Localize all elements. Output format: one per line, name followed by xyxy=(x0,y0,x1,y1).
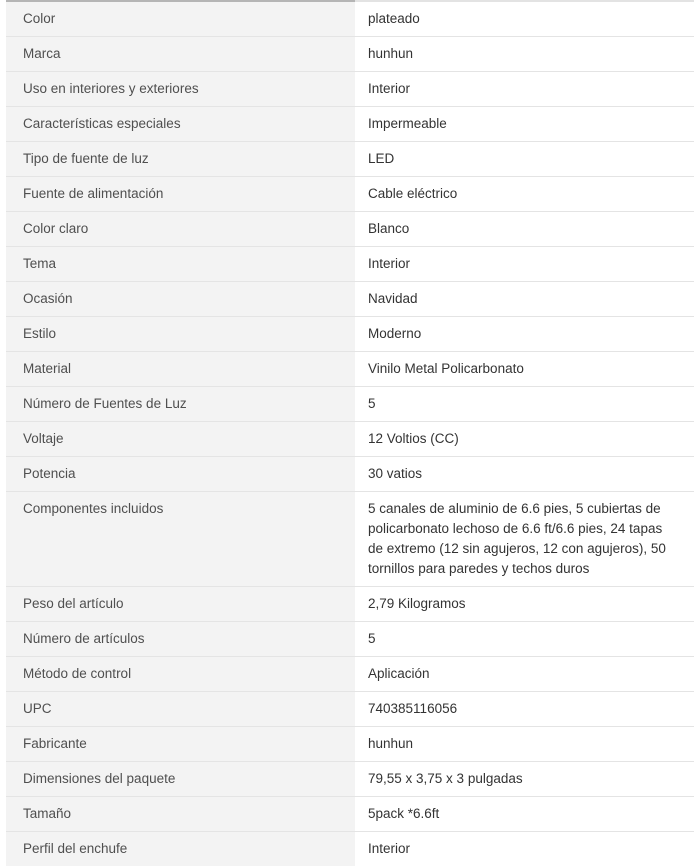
spec-label: Ocasión xyxy=(6,282,355,317)
spec-label: Estilo xyxy=(6,317,355,352)
spec-value: Impermeable xyxy=(355,107,694,142)
spec-table-row xyxy=(6,692,694,727)
spec-table-row xyxy=(6,72,694,107)
spec-value: 5 canales de aluminio de 6.6 pies, 5 cubiertas de policarbonato lechoso de 6.6 ft/6.6 pies, 24 tapas de extremo (12 sin agujeros, 12 con agujeros), 50 tornillos para paredes y techos duros xyxy=(355,492,694,587)
spec-table-row xyxy=(6,282,694,317)
spec-table-row xyxy=(6,587,694,622)
spec-table-row xyxy=(6,762,694,797)
spec-table-row xyxy=(6,797,694,832)
spec-label: Uso en interiores y exteriores xyxy=(6,72,355,107)
spec-label: Componentes incluidos xyxy=(6,492,355,587)
product-specs-section xyxy=(6,0,694,866)
spec-table-row xyxy=(6,457,694,492)
spec-table-row xyxy=(6,212,694,247)
spec-table-row xyxy=(6,727,694,762)
spec-table-row xyxy=(6,832,694,866)
spec-label: Método de control xyxy=(6,657,355,692)
spec-table-row xyxy=(6,422,694,457)
spec-value: Blanco xyxy=(355,212,694,247)
spec-value: Cable eléctrico xyxy=(355,177,694,212)
spec-value: 30 vatios xyxy=(355,457,694,492)
spec-value: 79,55 x 3,75 x 3 pulgadas xyxy=(355,762,694,797)
spec-label: Marca xyxy=(6,37,355,72)
spec-table-row xyxy=(6,142,694,177)
spec-value: Vinilo Metal Policarbonato xyxy=(355,352,694,387)
spec-label: UPC xyxy=(6,692,355,727)
spec-value: Interior xyxy=(355,247,694,282)
spec-value: 5 xyxy=(355,387,694,422)
spec-label: Peso del artículo xyxy=(6,587,355,622)
spec-value: 740385116056 xyxy=(355,692,694,727)
spec-label: Tema xyxy=(6,247,355,282)
spec-value: hunhun xyxy=(355,727,694,762)
spec-label: Características especiales xyxy=(6,107,355,142)
spec-value: Aplicación xyxy=(355,657,694,692)
spec-table-row xyxy=(6,492,694,587)
spec-table-row xyxy=(6,1,694,37)
spec-label: Número de artículos xyxy=(6,622,355,657)
spec-table-row xyxy=(6,247,694,282)
spec-label: Potencia xyxy=(6,457,355,492)
spec-value: LED xyxy=(355,142,694,177)
spec-value: plateado xyxy=(355,1,694,37)
spec-label: Número de Fuentes de Luz xyxy=(6,387,355,422)
spec-value: Interior xyxy=(355,832,694,866)
spec-label: Tipo de fuente de luz xyxy=(6,142,355,177)
spec-table-row xyxy=(6,317,694,352)
spec-label: Fuente de alimentación xyxy=(6,177,355,212)
spec-table-row xyxy=(6,107,694,142)
spec-label: Fabricante xyxy=(6,727,355,762)
spec-value: 12 Voltios (CC) xyxy=(355,422,694,457)
spec-label: Voltaje xyxy=(6,422,355,457)
spec-value: hunhun xyxy=(355,37,694,72)
spec-table-row xyxy=(6,352,694,387)
spec-table-row xyxy=(6,177,694,212)
spec-value: 2,79 Kilogramos xyxy=(355,587,694,622)
product-details-table xyxy=(6,0,694,866)
spec-value: 5pack *6.6ft xyxy=(355,797,694,832)
spec-table-row xyxy=(6,37,694,72)
spec-label: Tamaño xyxy=(6,797,355,832)
spec-label: Dimensiones del paquete xyxy=(6,762,355,797)
spec-table-row xyxy=(6,622,694,657)
spec-value: Interior xyxy=(355,72,694,107)
spec-table-row xyxy=(6,387,694,422)
spec-label: Color xyxy=(6,1,355,37)
spec-table-row xyxy=(6,657,694,692)
spec-label: Material xyxy=(6,352,355,387)
spec-label: Color claro xyxy=(6,212,355,247)
spec-value: 5 xyxy=(355,622,694,657)
spec-value: Moderno xyxy=(355,317,694,352)
spec-label: Perfil del enchufe xyxy=(6,832,355,866)
spec-value: Navidad xyxy=(355,282,694,317)
